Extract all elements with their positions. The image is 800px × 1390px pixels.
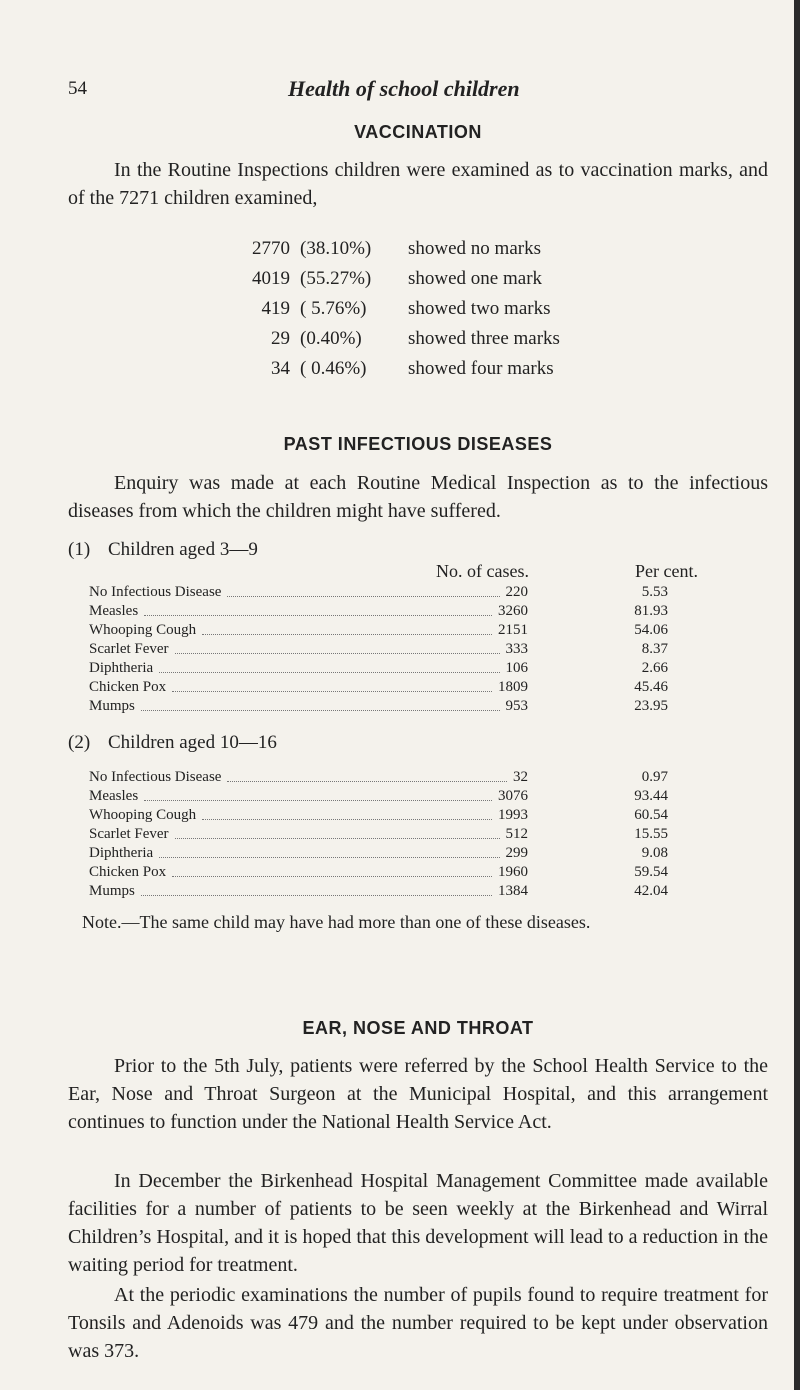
per-cent: 0.97 (641, 769, 668, 785)
vaccination-intro: In the Routine Inspections children were examined as to vaccination marks, and of the 7271 children examined, (68, 159, 768, 209)
dot-leader (175, 653, 500, 654)
dot-leader (141, 710, 500, 711)
disease-name: Measles (89, 603, 139, 619)
page-header (68, 78, 768, 108)
infectious-intro: Enquiry was made at each Routine Medical Inspection as to the infectious diseases from which the children might have suffered. (68, 472, 768, 522)
per-cent: 45.46 (634, 679, 668, 695)
disease-name: Whooping Cough (89, 622, 197, 638)
case-count: 106 (505, 660, 528, 676)
case-count: 1809 (498, 679, 528, 695)
per-cent: 93.44 (634, 788, 668, 804)
ent-paragraph: Prior to the 5th July, patients were referred by the School Health Service to the Ear, Nose and Throat Surgeon at the Municipal Hospital, and this arrangement continues to function under the National Health Service Act. (68, 1055, 768, 1133)
stat-percent: (38.10%) (300, 238, 372, 259)
case-count: 32 (513, 769, 528, 785)
stat-description: showed one mark (408, 268, 543, 289)
disease-name: Chicken Pox (89, 679, 167, 695)
dot-leader (144, 800, 492, 801)
case-count: 1993 (498, 807, 528, 823)
stat-description: showed no marks (408, 238, 541, 259)
infectious-note: Note.—The same child may have had more than one of these diseases. (82, 912, 591, 932)
page-edge-shadow (794, 0, 800, 1390)
per-cent: 23.95 (634, 698, 668, 714)
vaccination-heading: VACCINATION (354, 122, 482, 142)
case-count: 1960 (498, 864, 528, 880)
case-count: 3260 (498, 603, 528, 619)
case-count: 3076 (498, 788, 528, 804)
case-count: 2151 (498, 622, 528, 638)
dot-leader (159, 857, 499, 858)
table-row (68, 787, 768, 807)
page-number: 54 (68, 78, 87, 99)
table-row (68, 602, 768, 622)
per-cent: 42.04 (634, 883, 668, 899)
dot-leader (175, 838, 500, 839)
table-row (68, 621, 768, 641)
stat-description: showed four marks (408, 358, 554, 379)
dot-leader (141, 895, 492, 896)
table-row (68, 825, 768, 845)
stat-percent: ( 5.76%) (300, 298, 367, 319)
disease-name: No Infectious Disease (89, 584, 222, 600)
table-row (68, 659, 768, 679)
disease-name: Mumps (89, 698, 135, 714)
dot-leader (159, 672, 499, 673)
case-count: 512 (505, 826, 528, 842)
vaccination-stat (68, 238, 568, 268)
per-cent: 59.54 (634, 864, 668, 880)
disease-name: Diphtheria (89, 845, 154, 861)
case-count: 220 (505, 584, 528, 600)
table-row (68, 640, 768, 660)
per-cent: 15.55 (634, 826, 668, 842)
infectious-heading: PAST INFECTIOUS DISEASES (283, 434, 553, 454)
group-number: (1) (68, 539, 91, 560)
stat-percent: ( 0.46%) (300, 358, 367, 379)
table-row (68, 844, 768, 864)
table-column-headers (68, 561, 768, 585)
stat-count: 419 (261, 298, 290, 319)
per-cent: 2.66 (641, 660, 668, 676)
disease-name: Scarlet Fever (89, 641, 169, 657)
case-count: 299 (505, 845, 528, 861)
stat-percent: (55.27%) (300, 268, 372, 289)
ent-paragraph: At the periodic examinations the number of pupils found to require treatment for Tonsils and Adenoids was 479 and the number required to be kept under observation was 373. (68, 1284, 768, 1362)
column-header-percent: Per cent. (635, 561, 698, 581)
disease-name: No Infectious Disease (89, 769, 222, 785)
per-cent: 5.53 (641, 584, 668, 600)
per-cent: 8.37 (641, 641, 668, 657)
ent-paragraph: In December the Birkenhead Hospital Management Committee made available facilities for a number of patients to be seen weekly at the Birkenhead and Wirral Children’s Hospital, and it is hoped that this development will lead to a reduction in the waiting period for treatment. (68, 1170, 768, 1276)
group-label: Children aged 10—16 (108, 732, 277, 753)
dot-leader (144, 615, 492, 616)
dot-leader (172, 691, 492, 692)
per-cent: 81.93 (634, 603, 668, 619)
group-number: (2) (68, 732, 91, 753)
case-count: 1384 (498, 883, 528, 899)
stat-description: showed two marks (408, 298, 551, 319)
case-count: 953 (505, 698, 528, 714)
table-row (68, 768, 768, 788)
stat-count: 34 (271, 358, 290, 379)
running-title: Health of school children (288, 76, 520, 101)
case-count: 333 (505, 641, 528, 657)
dot-leader (172, 876, 492, 877)
per-cent: 54.06 (634, 622, 668, 638)
dot-leader (202, 634, 492, 635)
ent-heading: EAR, NOSE AND THROAT (302, 1018, 534, 1038)
table-row (68, 882, 768, 902)
table-row (68, 678, 768, 698)
vaccination-stat (68, 268, 568, 298)
per-cent: 9.08 (641, 845, 668, 861)
table-row (68, 697, 768, 717)
disease-name: Scarlet Fever (89, 826, 169, 842)
vaccination-stat (68, 328, 568, 358)
disease-name: Whooping Cough (89, 807, 197, 823)
vaccination-stat (68, 358, 568, 388)
stat-count: 2770 (252, 238, 290, 259)
disease-name: Measles (89, 788, 139, 804)
stat-count: 4019 (252, 268, 290, 289)
stat-description: showed three marks (408, 328, 560, 349)
column-header-cases: No. of cases. (436, 561, 529, 581)
stat-percent: (0.40%) (300, 328, 362, 349)
table-row (68, 583, 768, 603)
per-cent: 60.54 (634, 807, 668, 823)
disease-name: Diphtheria (89, 660, 154, 676)
vaccination-stat (68, 298, 568, 328)
disease-name: Chicken Pox (89, 864, 167, 880)
dot-leader (202, 819, 492, 820)
table-row (68, 806, 768, 826)
stat-count: 29 (271, 328, 290, 349)
disease-name: Mumps (89, 883, 135, 899)
group-label: Children aged 3—9 (108, 539, 258, 560)
table-row (68, 863, 768, 883)
